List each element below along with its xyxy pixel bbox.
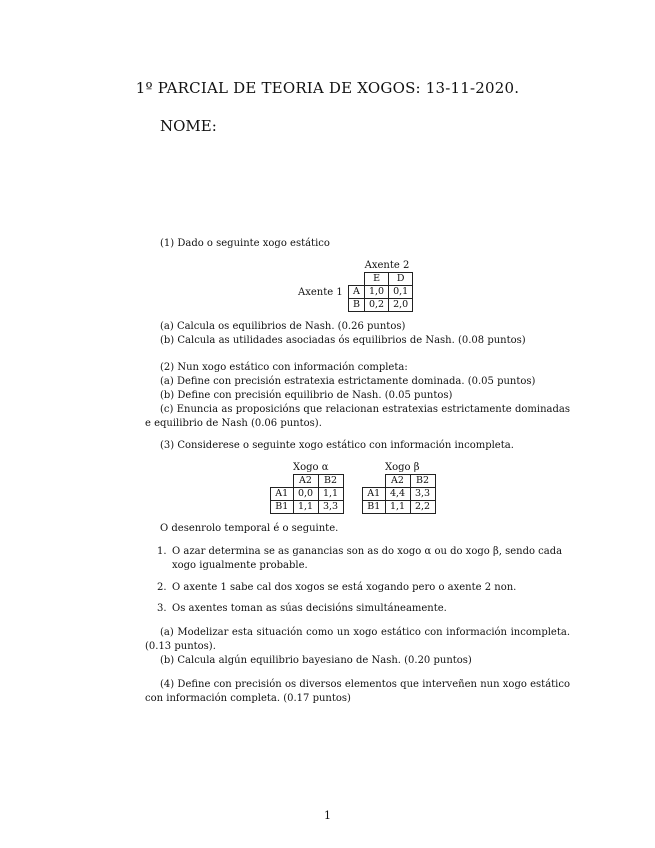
row-header: A1 [363,488,386,501]
q3-intro: (3) Considerese o seguinte xogo estático con información incompleta. [160,440,514,451]
col-header: B2 [318,475,343,488]
game-alpha-title: Xogo α [293,462,329,473]
page-number: 1 [324,809,331,822]
q2-part-b: (b) Define con precisión equilibrio de Nash. (0.05 puntos) [160,390,453,401]
row-header: A [349,286,365,299]
payoff-cell: 1,1 [385,501,410,514]
row-header: B [349,299,365,312]
payoff-cell: 1,1 [318,488,343,501]
q3-part-b: (b) Calcula algún equilibrio bayesiano de Nash. (0.20 puntos) [160,655,472,666]
step-number: 3. [157,603,167,614]
payoff-cell: 3,3 [318,501,343,514]
payoff-cell: 1,1 [293,501,318,514]
q2-part-c: (c) Enuncia as proposicións que relacionan estratexias estrictamente dominadas e equilibrio de Nash (0.06 puntos). [145,404,570,429]
step-number: 2. [157,582,167,593]
game-beta-table [362,474,436,514]
col-header: B2 [410,475,435,488]
row-header: B1 [363,501,386,514]
q4-text: (4) Define con precisión os diversos elementos que interveñen nun xogo estático con información completa. (0.17 puntos) [145,679,570,704]
q2-part-a: (a) Define con precisión estratexia estrictamente dominada. (0.05 puntos) [160,376,536,387]
q1-intro: (1) Dado o seguinte xogo estático [160,238,330,249]
col-header: E [364,273,388,286]
col-header: D [389,273,413,286]
col-header: A2 [385,475,410,488]
step-number: 1. [157,546,167,557]
q2-intro: (2) Nun xogo estático con información completa: [160,362,408,373]
game-beta-title: Xogo β [385,462,420,473]
payoff-cell: 1,0 [364,286,388,299]
payoff-cell: 0,2 [364,299,388,312]
col-header: A2 [293,475,318,488]
name-label: NOME: [160,117,217,135]
row-header: A1 [271,488,294,501]
exam-title: 1º PARCIAL DE TEORIA DE XOGOS: 13-11-2020. [135,79,520,97]
step-text: O azar determina se as ganancias son as do xogo α ou do xogo β, sendo cada xogo igualmente probable. [172,546,563,571]
step-text: Os axentes toman as súas decisións simultáneamente. [172,603,447,614]
payoff-cell: 3,3 [410,488,435,501]
q3-timeline-intro: O desenrolo temporal é o seguinte. [160,523,339,534]
q1-row-player: Axente 1 [298,287,343,298]
payoff-cell: 2,2 [410,501,435,514]
payoff-cell: 0,1 [389,286,413,299]
payoff-cell: 4,4 [385,488,410,501]
q3-part-a: (a) Modelizar esta situación como un xogo estático con información incompleta. (0.13 puntos). [145,627,570,652]
step-text: O axente 1 sabe cal dos xogos se está xogando pero o axente 2 non. [172,582,517,593]
q1-payoff-table [348,272,413,312]
payoff-cell: 0,0 [293,488,318,501]
row-header: B1 [271,501,294,514]
q1-part-b: (b) Calcula as utilidades asociadas ós equilibrios de Nash. (0.08 puntos) [160,335,526,346]
q1-col-player: Axente 2 [364,260,410,271]
q1-part-a: (a) Calcula os equilibrios de Nash. (0.26 puntos) [160,321,406,332]
payoff-cell: 2,0 [389,299,413,312]
game-alpha-table [270,474,344,514]
